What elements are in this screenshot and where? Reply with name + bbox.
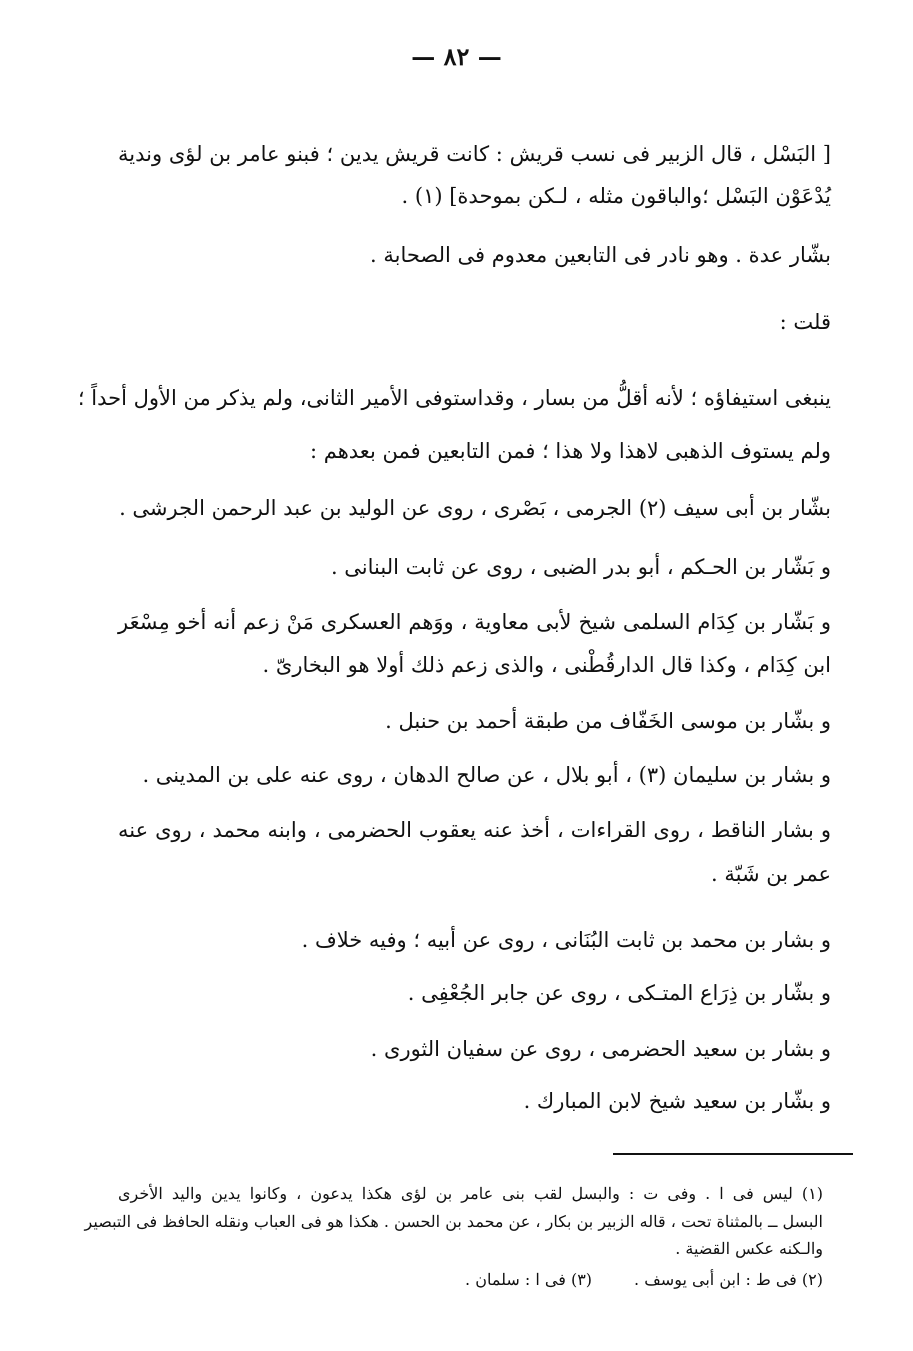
body-line: بشّار بن أبى سيف (٢) الجرمى ، بَصْرى ، روى عن الوليد بن عبد الرحمن الجرشى . [119,496,831,520]
section-heading: قلت : [779,310,831,334]
body-line: و بشار بن سعيد الحضرمى ، روى عن سفيان الثورى . [370,1037,831,1061]
body-line: و بشار الناقط ، روى القراءات ، أخذ عنه يعقوب الحضرمى ، وابنه محمد ، روى عنه [118,818,831,842]
body-line: ولم يستوف الذهبى لاهذا ولا هذا ؛ فمن التابعين فمن بعدهم : [309,439,831,463]
body-line: عمر بن شَبّة . [711,862,831,886]
footnote-3: (٣) فى ا : سلمان . [465,1270,593,1289]
footnote-pair [465,1269,823,1291]
body-line: بشّار عدة . وهو نادر فى التابعين معدوم فى الصحابة . [370,243,831,267]
body-line: يُدْعَوْن البَسْل ؛والباقون مثله ، لـكن بموحدة] (١) . [401,184,831,208]
body-line: و بشّار بن ذِرَاع المتـكى ، روى عن جابر الجُعْفِى . [407,981,831,1005]
body-line: و بَشّار بن الحـكم ، أبو بدر الضبى ، روى عن ثابت البنانى . [330,555,831,579]
body-line: و بشار بن محمد بن ثابت البُنَانى ، روى عن أبيه ؛ وفيه خلاف . [301,928,831,952]
body-line: ينبغى استيفاؤه ؛ لأنه أقلُّ من بسار ، وقداستوفى الأمير الثانى، ولم يذكر من الأول أحداً ؛ [77,386,831,410]
footnote-divider [613,1153,853,1155]
footnote-line: والـكنه عكس القضية . [675,1239,823,1258]
body-line: ابن كِدَام ، وكذا قال الدارقُطْنى ، والذى زعم ذلك أولا هو البخارىّ . [262,653,831,677]
body-line: و بشّار بن سعيد شيخ لابن المبارك . [523,1089,831,1113]
body-line: [ البَسْل ، قال الزبير فى نسب قريش : كانت قريش يدين ؛ فبنو عامر بن لؤى وندية [118,142,831,166]
footnote-line: البسل ــ بالمثناة تحت ، قاله الزبير بن بكار ، عن محمد بن الحسن . هكذا هو فى العباب ونقله الحافظ فى التبصير [84,1212,823,1231]
footnote-line: (١) ليس فى ا . وفى ت : والبسل لقب بنى عامر بن لؤى هكذا يدعون ، وكانوا يدين واليد الأخرى [118,1184,823,1203]
page-number: — ٨٢ — [411,42,502,71]
body-line: و بشار بن سليمان (٣) ، أبو بلال ، عن صالح الدهان ، روى عنه على بن المدينى . [142,763,831,787]
footnote-2: (٢) فى ط : ابن أبى يوسف . [634,1270,823,1289]
body-line: و بشّار بن موسى الخَفّاف من طبقة أحمد بن حنبل . [385,709,831,733]
body-line: و بَشّار بن كِدَام السلمى شيخ لأبى معاوية ، ووَهم العسكرى مَنْ زعم أنه أخو مِسْعَر [118,610,831,634]
